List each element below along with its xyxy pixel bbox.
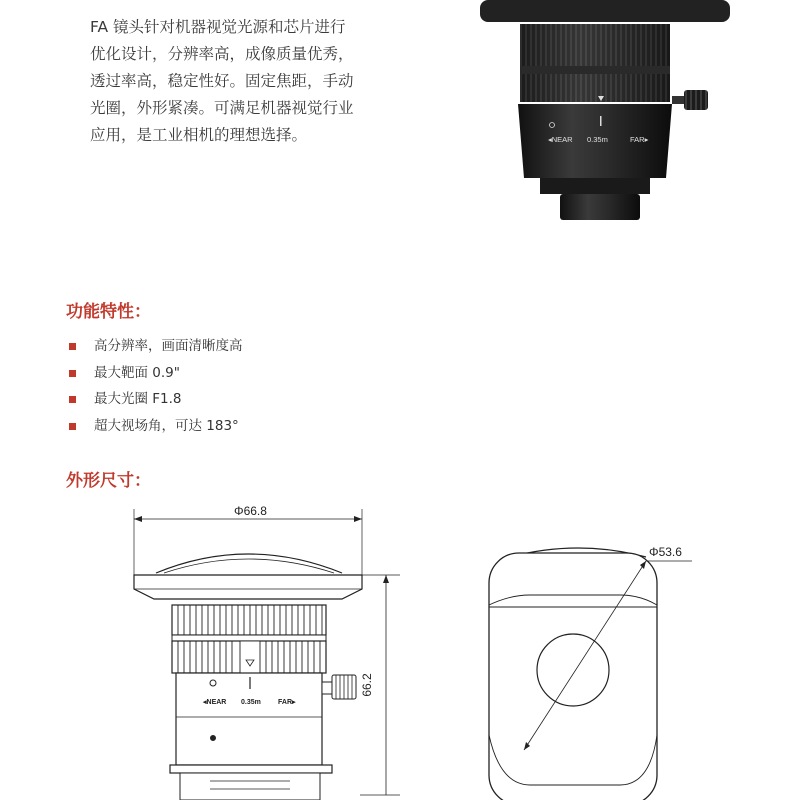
feature-item xyxy=(66,386,243,413)
intro-paragraph xyxy=(90,14,420,149)
feature-text: 超大视场角，可达 183° xyxy=(94,417,239,434)
photo-near-label: ◂NEAR xyxy=(548,135,573,144)
screw-icon xyxy=(211,736,216,741)
feature-item xyxy=(66,333,243,360)
bullet-icon xyxy=(69,370,76,377)
lens-focus-ring xyxy=(172,605,326,635)
photo-mount xyxy=(560,194,640,220)
lens-barrel xyxy=(176,673,322,765)
intro-line: 应用，是工业相机的理想选择。 xyxy=(90,126,308,144)
bullet-icon xyxy=(69,423,76,430)
lens-front-dome xyxy=(156,554,342,573)
lens-distance-label: 0.35m xyxy=(241,699,261,706)
lens-flange xyxy=(134,575,362,599)
dimensions-title: 外形尺寸： xyxy=(66,471,151,491)
lens-product-photo xyxy=(470,0,740,235)
photo-distance-label: 0.35m xyxy=(587,135,608,144)
bullet-icon xyxy=(69,396,76,403)
intro-line: FA 镜头针对机器视觉光源和芯片进行 xyxy=(90,18,346,36)
height-dimension-label: 66.2 xyxy=(360,673,374,697)
intro-line: 透过率高，稳定性好。固定焦距，手动 xyxy=(90,72,354,90)
features-title: 功能特性： xyxy=(66,302,151,322)
intro-line: 优化设计，分辨率高，成像质量优秀， xyxy=(90,45,354,63)
width-dimension-label: Φ66.8 xyxy=(234,504,267,518)
intro-line: 光圈，外形紧凑。可满足机器视觉行业 xyxy=(90,99,354,117)
feature-item xyxy=(66,413,243,440)
photo-lock-screw xyxy=(684,90,708,110)
feature-item xyxy=(66,360,243,387)
lens-near-label: ◂NEAR xyxy=(203,699,227,706)
front-diameter-label: Φ53.6 xyxy=(649,545,682,559)
feature-text: 最大靶面 0.9" xyxy=(94,364,180,381)
lens-mount xyxy=(170,765,332,773)
photo-housing xyxy=(480,0,730,22)
bullet-icon xyxy=(69,343,76,350)
feature-text: 最大光圈 F1.8 xyxy=(94,391,182,407)
photo-far-label: FAR▸ xyxy=(630,135,649,144)
feature-text: 高分辨率，画面清晰度高 xyxy=(94,338,243,354)
features-list xyxy=(66,333,243,439)
lens-far-label: FAR▸ xyxy=(278,699,296,706)
dimension-drawing xyxy=(0,495,800,800)
front-view-aperture xyxy=(537,634,609,706)
